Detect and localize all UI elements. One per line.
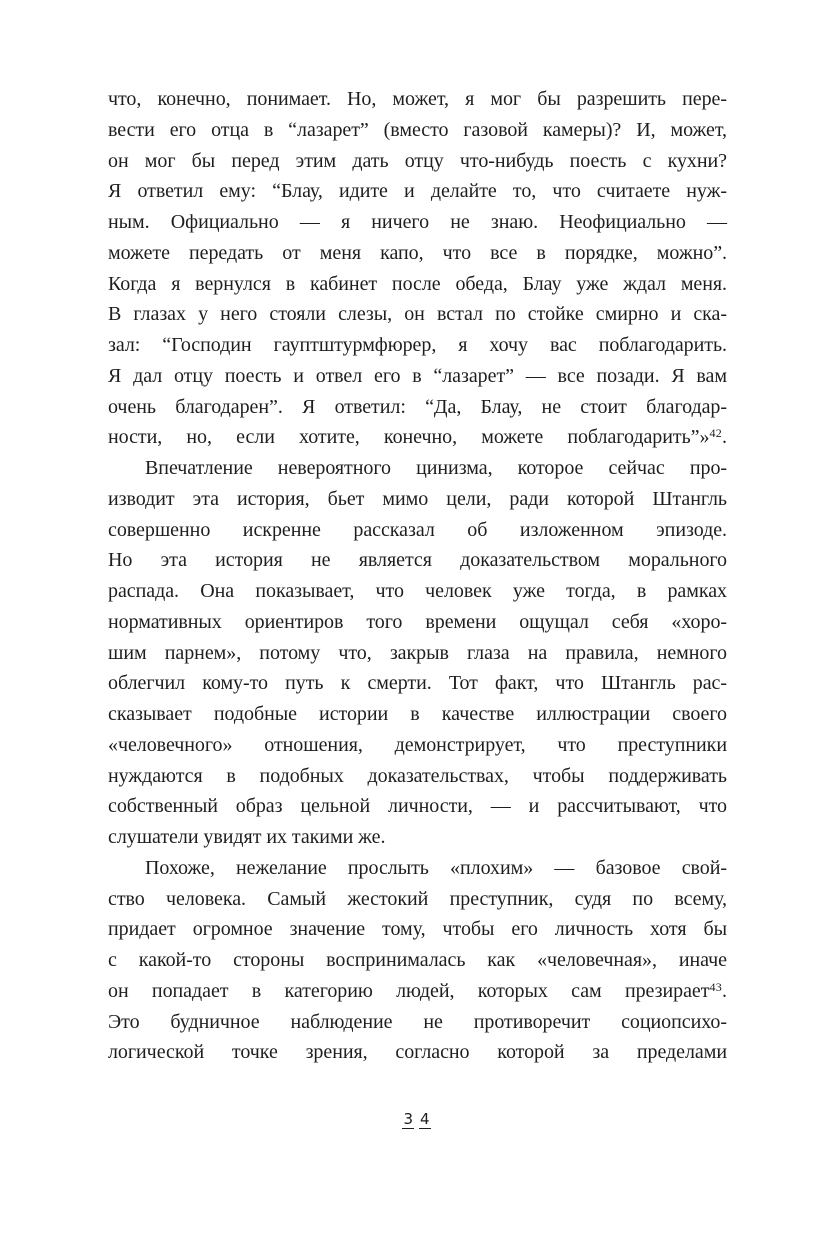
text-line: Но эта история не является доказательством морального (108, 549, 727, 572)
text-line: Похоже, нежелание прослыть «плохим» — базовое свой- (145, 856, 727, 879)
text-line: он попадает в категорию людей, которых сам презирает$^{43}$. (108, 979, 727, 1002)
text-line: Я ответил ему: “Блау, идите и делайте то, что считаете нуж- (108, 180, 727, 203)
text-line: ности, но, если хотите, конечно, можете поблагодарить”»$^{42}$. (108, 426, 727, 449)
text-line: логической точке зрения, согласно которой за пределами (108, 1041, 727, 1064)
text-line: распада. Она показывает, что человек уже тогда, в рамках (108, 580, 727, 602)
footnote-ref: 43 (709, 979, 723, 994)
paragraph (108, 453, 727, 853)
text-line: зал: “Господин гауптштурмфюрер, я хочу вас поблагодарить. (108, 334, 727, 356)
text-line: изводит эта история, бьет мимо цели, ради которой Штангль (108, 487, 727, 510)
text-line: облегчил кому-то путь к смерти. Тот факт, что Штангль рас- (108, 672, 727, 695)
text-line: Когда я вернулся в кабинет после обеда, Блау уже ждал меня. (108, 272, 727, 295)
text-line: Я дал отцу поесть и отвел его в “лазарет” — все позади. Я вам (108, 364, 727, 387)
footnote-ref: 42 (709, 426, 723, 441)
text-line: нормативных ориентиров того времени ощущал себя «хоро- (108, 610, 727, 633)
text-line: В глазах у него стояли слезы, он встал по стойке смирно и ска- (108, 303, 727, 326)
paragraph (108, 853, 727, 1068)
text-line: «человечного» отношения, демонстрирует, что преступники (108, 733, 727, 756)
text-line: придает огромное значение тому, чтобы его личность хотя бы (108, 918, 727, 941)
text-line: ство человека. Самый жестокий преступник, судя по всему, (108, 887, 727, 910)
text-line: вести его отца в “лазарет” (вместо газовой камеры)? И, может, (108, 118, 727, 141)
text-block (108, 84, 727, 1068)
text-line: что, конечно, понимает. Но, может, я мог бы разрешить пере- (108, 88, 727, 110)
page-footer (0, 1110, 833, 1129)
text-line: Это будничное наблюдение не противоречит социопсихо- (108, 1010, 727, 1033)
text-line: слушатели увидят их такими же. (108, 826, 386, 848)
text-line: нуждаются в подобных доказательствах, чтобы поддерживать (108, 764, 727, 787)
text-line: сказывает подобные истории в качестве иллюстрации своего (108, 703, 727, 725)
text-line: собственный образ цельной личности, — и рассчитывают, что (108, 795, 727, 818)
text-line: шим парнем», потому что, закрыв глаза на правила, немного (108, 641, 727, 664)
paragraph (108, 84, 727, 453)
text-line: он мог бы перед этим дать отцу что-нибудь поесть с кухни? (108, 149, 727, 172)
text-line: можете передать от меня капо, что все в порядке, можно”. (108, 241, 727, 264)
text-line: совершенно искренне рассказал об изложенном эпизоде. (108, 518, 727, 541)
text-line: с какой-то стороны воспринималась как «человечная», иначе (108, 949, 727, 971)
page-number-digit: 4 (420, 1110, 430, 1128)
text-line: очень благодарен”. Я ответил: “Да, Блау, не стоит благодар- (108, 395, 727, 418)
page-number-digit: 3 (403, 1110, 413, 1128)
text-line: Впечатление невероятного цинизма, которое сейчас про- (145, 457, 727, 479)
text-line: ным. Официально — я ничего не знаю. Неофициально — (108, 211, 727, 233)
